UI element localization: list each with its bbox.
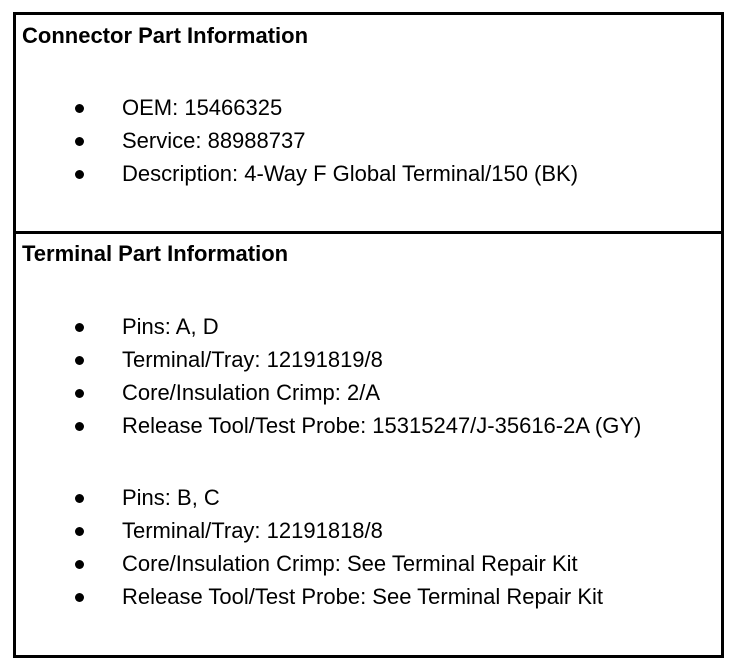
list-item: Pins: B, C — [16, 481, 721, 514]
bullet-icon — [75, 104, 84, 113]
list-item: Core/Insulation Crimp: 2/A — [16, 376, 721, 409]
connector-section — [16, 15, 721, 234]
bullet-icon — [75, 560, 84, 569]
bullet-icon — [75, 527, 84, 536]
terminal-list-pins-b-c — [16, 481, 721, 613]
connector-heading: Connector Part Information — [22, 23, 309, 48]
bullet-icon — [75, 422, 84, 431]
list-item: Pins: A, D — [16, 310, 721, 343]
list-item: Terminal/Tray: 12191819/8 — [16, 343, 721, 376]
list-item: Release Tool/Test Probe: See Terminal Repair Kit — [16, 580, 721, 613]
bullet-icon — [75, 593, 84, 602]
terminal-list-pins-a-d — [16, 310, 721, 442]
list-item: Service: 88988737 — [16, 124, 721, 157]
bullet-icon — [75, 170, 84, 179]
terminal-section — [16, 234, 721, 655]
list-item: Description: 4-Way F Global Terminal/150 (BK) — [16, 157, 721, 190]
bullet-icon — [75, 323, 84, 332]
list-item: OEM: 15466325 — [16, 91, 721, 124]
terminal-heading: Terminal Part Information — [22, 241, 289, 266]
part-information-table — [13, 12, 724, 658]
bullet-icon — [75, 356, 84, 365]
bullet-icon — [75, 389, 84, 398]
list-item: Terminal/Tray: 12191818/8 — [16, 514, 721, 547]
bullet-icon — [75, 494, 84, 503]
connector-list — [16, 91, 721, 190]
bullet-icon — [75, 137, 84, 146]
list-item: Core/Insulation Crimp: See Terminal Repair Kit — [16, 547, 721, 580]
list-item: Release Tool/Test Probe: 15315247/J-35616-2A (GY) — [16, 409, 721, 442]
